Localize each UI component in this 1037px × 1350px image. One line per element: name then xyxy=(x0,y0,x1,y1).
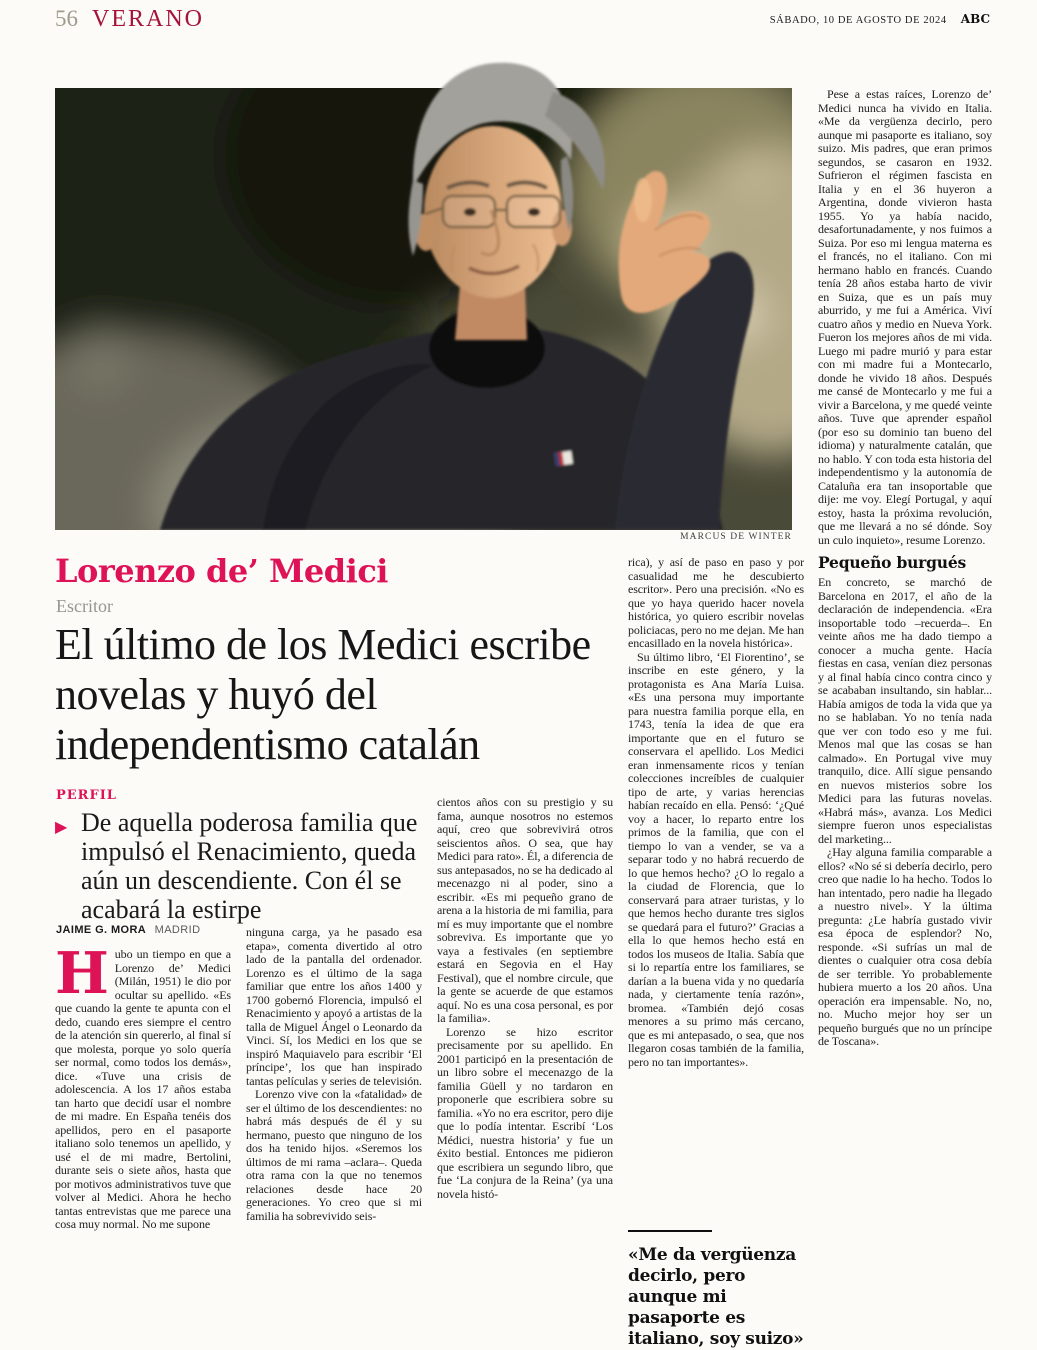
body-paragraph: ninguna carga, ya he pasado esa etapa», comenta divertido al otro lado de la pantalla del ordenador. Lorenzo es el último de la saga familiar que entre los años 1400 y 1700 gobernó Florencia, impulsó el Renacimiento y apoyó a artistas de la talla de Miguel Ángel o Leonardo da Vinci. Sí, los Medici en los que se inspiró Maquiavelo para escribir ‘El príncipe’, los que han inspirado tantas películas y series de televisión. xyxy=(246,926,422,1088)
portrait-illustration xyxy=(55,60,792,530)
section-label: PERFIL xyxy=(56,788,117,803)
body-paragraph: En concreto, se marchó de Barcelona en 2017, el año de la declaración de independencia. «Era insoportable todo –recuerda–. En veinte años me ha dado tiempo a conocer a mucha gente. Hacía fiestas en casa, venían diez personas y al final había cinco contra cinco y se acababan insultando, sin hablar... Había amigos de toda la vida que ya no se hablaban. Yo no tenía nada que ver con todo eso y me fui. Menos mal que las cosas se han calmado». En Portugal vive muy tranquilo, dice. Allí sigue pensando en nuevos misterios sobre los Medici para las futuras novelas. «Habrá más», avanza. Los Medici siempre fueron unos especialistas del marketing... xyxy=(818,575,992,846)
subhead: Pequeño burgués xyxy=(818,553,967,572)
page-header-right xyxy=(770,12,990,26)
body-paragraph: Pese a estas raíces, Lorenzo de’ Medici nunca ha vivido en Italia. «Me da vergüenza decirlo, pero aunque mi pasaporte es italiano, soy suizo. Mis padres, que eran primos segundos, se casaron en 1932. Sufrieron el régimen fascista en Italia y en el 36 huyeron a Argentina, donde vivieron hasta 1955. Yo ya había nacido, desafortunadamente, y nos fuimos a Suiza. Por eso mi lengua materna es el francés, no el italiano. Con mi hermano hablo en francés. Cuando tenía 28 años estaba harto de vivir en Suiza, que es un país muy aburrido, y me fui a América. Viví cuatro años y medio en Nueva York. Fueron los mejores años de mi vida. Luego mi padre murió y para estar con mi madre fui a Montecarlo, donde he vivido 18 años. Después me cansé de Montecarlo y me fui a vivir a Barcelona, y me quedé veinte años. Tuve que aprender español (por eso su dominio tan bueno del idioma) y naturalmente catalán, que no hablo. Y con toda esta historia del independentismo y la autonomía de Cataluña era tan insoportable que dije: me voy. Elegí Portugal, y aquí estoy, hasta la próxima revolución, que me llevará a no sé dónde. Soy un culo inquieto», resume Lorenzo. xyxy=(818,88,992,547)
pull-quote-text: «Me da vergüenza decirlo, pero aunque mi pasaporte es italiano, soy suizo» xyxy=(628,1245,804,1349)
masthead-logo: ABC xyxy=(960,12,990,26)
headline: El último de los Medici escribe novelas y huyó del independentismo catalán xyxy=(55,620,591,769)
drop-cap: H xyxy=(55,948,109,1007)
body-paragraph: rica), y así de paso en paso y por casualidad me he descubierto escritor». Pero una precisión. «No es que yo haya querido hacer novela histórica, yo quiero escribir novelas policiacas, pero no me dejan. Me han encasillado en la novela histórica». xyxy=(628,556,804,650)
portrait-photo xyxy=(55,60,792,530)
body-paragraph: Lorenzo vive con la «fatalidad» de ser el último de los descendientes: no habrá más después de él y su hermano, puesto que ninguno de los dos ha tenido hijos. «Seremos los últimos de mi rama –aclara–. Queda otra rama con la que no tenemos relaciones desde hace 20 generaciones. Yo creo que si mi familia ha sobrevivido seis- xyxy=(246,1087,422,1223)
body-column-4 xyxy=(628,556,804,1222)
pull-quote-rule xyxy=(628,1230,712,1232)
body-paragraph: ¿Hay alguna familia comparable a ellos? «No sé si debería decirlo, pero creo que nadie lo ha hecho. Todos lo han intentado, pero nadie ha llegado a nuestro nivel». Y la última pregunta: ¿Le habría gustado vivir esa época de esplendor? No, responde. «Si sufrías un mal de dientes o cualquier otra cosa debía de ser terrible. Yo probablemente hubiera muerto a los 20 años. Una operación era impensable. No, no, no. Mucho mejor hoy ser un pequeño burgués que no un príncipe de Toscana». xyxy=(818,845,992,1048)
edition-date: SÁBADO, 10 DE AGOSTO DE 2024 xyxy=(769,15,947,26)
bullet-arrow-icon: ▶ xyxy=(55,819,68,836)
kicker-role: Escritor xyxy=(56,596,113,616)
photo-credit: MARCUS DE WINTER xyxy=(680,532,792,542)
page-header-left xyxy=(55,6,204,33)
body-column-3 xyxy=(437,796,613,1316)
standfirst xyxy=(55,808,433,924)
byline-author: JAIME G. MORA xyxy=(56,924,147,936)
byline-location: MADRID xyxy=(154,924,201,936)
body-paragraph: Lorenzo se hizo escritor precisamente por su apellido. En 2001 participó en la presentación de un libro sobre el mecenazgo de la familia Güell y no tardaron en proponerle que escribiera sobre su familia. «Yo no era escritor, pero dije que lo podía intentar. Escribí ‘Los Médici, nuestra historia’ y fue un éxito bestial. Entonces me pidieron que escribiera un segundo libro, que fue ‘La conjura de la Reina’ (ya una novela histó- xyxy=(437,1024,613,1201)
standfirst-text: De aquella poderosa familia que impulsó el Renacimiento, queda aún un descendiente. Con él se acabará la estirpe xyxy=(81,808,418,924)
body-paragraph: cientos años con su prestigio y su fama, aunque nosotros no estemos aquí, creo que sobrevivirá otros seiscientos años. O sea, que hay Medici para rato». Él, a diferencia de sus antepasados, no se ha dedicado al mecenazgo ni al poder, sino a escribir. «Es mi pequeño grano de arena a la historia de mi familia, para mí es muy importante que el nombre sobreviva. Es importante que yo vaya a festivales (en septiembre estará en Segovia en el Hay Festival), que el nombre circule, que la gente se acuerde de que estamos aquí. No es una cosa personal, es por la familia». xyxy=(437,796,613,1025)
body-column-5 xyxy=(818,88,992,1316)
body-column-1 xyxy=(55,948,231,1316)
pull-quote xyxy=(628,1230,814,1350)
byline xyxy=(56,924,200,936)
kicker-name: Lorenzo de’ Medici xyxy=(55,552,388,590)
body-text: ubo un tiempo en que a Lorenzo de’ Medici (Milán, 1951) le dio por ocultar su apellido. «Es que cuando la gente te apunta con el dedo, cuando eres siempre el centro de la atención sin quererlo, al final sí que molesta, porque yo solo quería ser normal, como todos los demás», dice. «Tuve una crisis de adolescencia. A los 17 años estaba tan harto que decidí usar el nombre de mi madre. En España tenéis dos apellidos, pero en el pasaporte italiano solo tenemos un apellido, y usé el de mi madre, Bertolini, durante seis o siete años, hasta que por motivos administrativos tuve que volver al Medici. Ahora he hecho tantas entrevistas que me parece una cosa muy normal. No me supone xyxy=(55,948,231,1231)
section-title: VERANO xyxy=(92,6,204,32)
body-paragraph: Su último libro, ‘El Fiorentino’, se inscribe en este género, y la protagonista es Ana María Luisa. «Es una persona muy importante para nuestra familia porque ella, en 1743, tenía la idea de que era importante que en el futuro se conservara el apellido. Los Medici eran inmensamente ricos y tenían colecciones increíbles de cualquier tipo de arte, y varias herencias habían recaído en ella. Pensó: ‘¿Qué voy a hacer, lo reparto entre los primos de la familia, que con el tiempo lo van a vender, se va a separar todo y no habrá recuerdo de lo que hemos hecho? ¿O lo regalo a la ciudad de Florencia, que lo conservará para atraer turistas, y lo que hemos hecho durante tres siglos se quedará para el futuro?’ Gracias a ella lo que hemos hecho está en todos los museos de Italia. Sabía que si lo repartía entre los familiares, se darían a la buena vida y no quedaría nada, y ciertamente tenía razón», bromea. «También dejó cosas menores a su primo más cercano, que es mi antepasado, o sea, que nos llegaron cosas también de la familia, pero no tan importantes». xyxy=(628,649,804,1069)
body-paragraph xyxy=(55,948,231,1232)
page-number: 56 xyxy=(55,6,78,31)
body-column-2 xyxy=(246,926,422,1316)
